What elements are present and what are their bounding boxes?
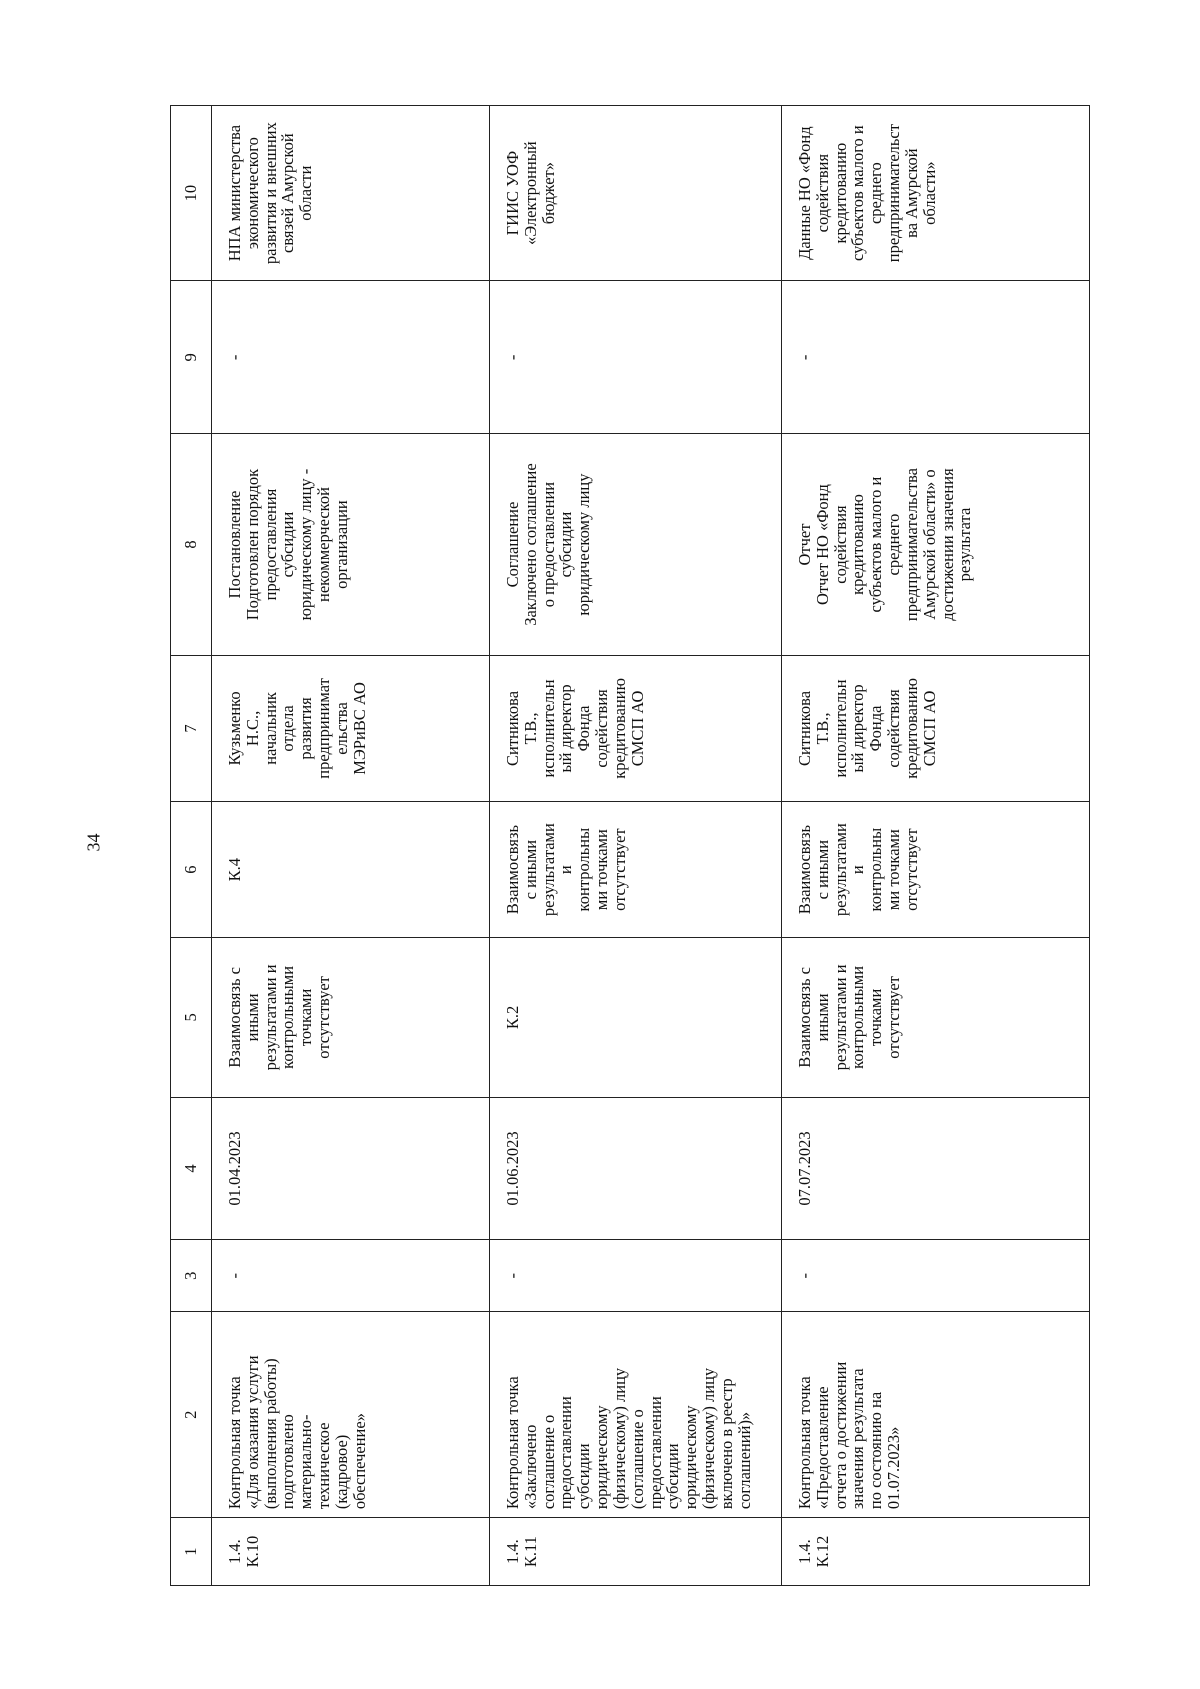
responsible-person: Ситникова Т.В., исполнительн ый директор Фонда содействия кредитованию СМСП АО [490,655,782,802]
col-header-8: 8 [171,434,212,655]
col-header-7: 7 [171,655,212,802]
data-source: НПА министерства экономического развития и внешних связей Амурской области [212,106,490,281]
date-value: 01.06.2023 [490,1097,782,1239]
row-number: 1.4. К.11 [490,1518,782,1586]
date-value: 01.04.2023 [212,1097,490,1239]
table-row [782,106,1090,1586]
control-point-name: Контрольная точка «Для оказания услуги (выполнения работы) подготовлено материально- техническое (кадровое) обеспечение» [212,1312,490,1518]
rotated-table-container [170,105,1090,1586]
col5-value: Взаимосвязь с иными результатами и контрольными точками отсутствует [212,938,490,1098]
col6-value: Взаимосвязь с иными результатами и контрольны ми точками отсутствует [782,802,1090,938]
table-row [490,106,782,1586]
document-type: Отчет Отчет НО «Фонд содействия кредитованию субъектов малого и среднего предпринимательства Амурской области» о достижении значения результата [782,434,1090,655]
col-header-4: 4 [171,1097,212,1239]
control-points-table [170,105,1090,1586]
col3-value: - [782,1240,1090,1312]
document-type: Постановление Подготовлен порядок предоставления субсидии юридическому лицу - некоммерческой организации [212,434,490,655]
col-header-1: 1 [171,1518,212,1586]
table-row [212,106,490,1586]
row-number: 1.4. К.12 [782,1518,1090,1586]
col9-value: - [490,281,782,434]
col-header-10: 10 [171,106,212,281]
col6-value: Взаимосвязь с иными результатами и контрольны ми точками отсутствует [490,802,782,938]
date-value: 07.07.2023 [782,1097,1090,1239]
col-header-5: 5 [171,938,212,1098]
responsible-person: Кузьменко Н.С., начальник отдела развития предпринимат ельства МЭРиВС АО [212,655,490,802]
col-header-6: 6 [171,802,212,938]
col6-value: К.4 [212,802,490,938]
row-number: 1.4. К.10 [212,1518,490,1586]
col3-value: - [212,1240,490,1312]
document-type: Соглашение Заключено соглашение о предоставлении субсидии юридическому лицу [490,434,782,655]
responsible-person: Ситникова Т.В., исполнительн ый директор Фонда содействия кредитованию СМСП АО [782,655,1090,802]
data-source: Данные НО «Фонд содействия кредитованию субъектов малого и среднего предпринимательст ва Амурской области» [782,106,1090,281]
data-source: ГИИС УОФ «Электронный бюджет» [490,106,782,281]
col5-value: К.2 [490,938,782,1098]
col9-value: - [782,281,1090,434]
col-header-9: 9 [171,281,212,434]
control-point-name: Контрольная точка «Предоставление отчета о достижении значения результата по состоянию на 01.07.2023» [782,1312,1090,1518]
col-header-3: 3 [171,1240,212,1312]
col9-value: - [212,281,490,434]
control-point-name: Контрольная точка «Заключено соглашение о предоставлении субсидии юридическому (физическому) лицу (соглашение о предоставлении субсидии юридическому (физическому) лицу включено в реестр соглашений)» [490,1312,782,1518]
col3-value: - [490,1240,782,1312]
page-number: 34 [83,833,104,852]
header-row [171,106,212,1586]
col-header-2: 2 [171,1312,212,1518]
col5-value: Взаимосвязь с иными результатами и контрольными точками отсутствует [782,938,1090,1098]
